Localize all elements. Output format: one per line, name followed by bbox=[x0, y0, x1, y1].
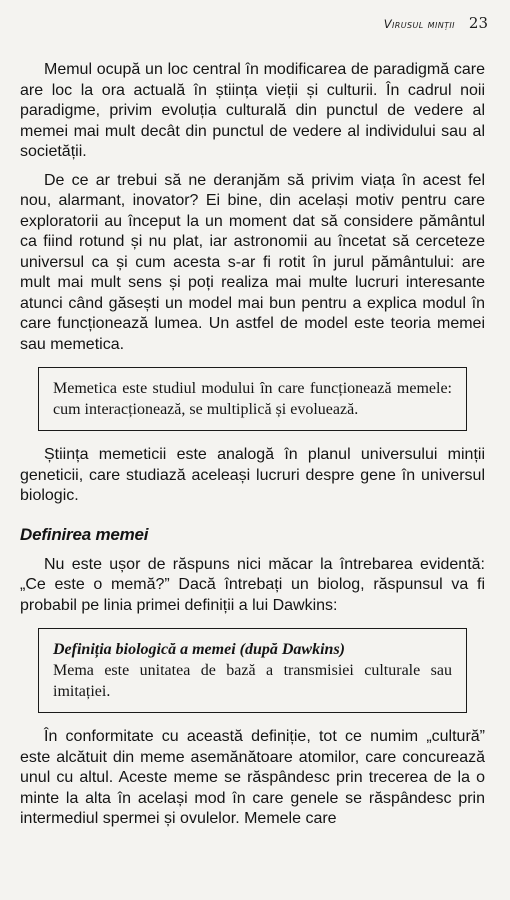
section-heading: Definirea memei bbox=[20, 524, 149, 544]
definition-box-memetics bbox=[38, 367, 467, 431]
paragraph-memetics-analogy: Știința memeticii este analogă în planul universului minții geneticii, care studiază aceleași lucruri despre gene în universul biologic. bbox=[20, 446, 485, 504]
paragraph-why: De ce ar trebui să ne deranjăm să privim viața în acest fel nou, alarmant, inovator? Ei bine, din același motiv pentru care exploratorii au început la un moment dat să considere pământul ca fiind rotund și nu plat, iar astronomii au încetat să cerceteze universul ca și cum acesta s-ar fi rotit în jurul pământului: are mult mai mult sens și poți realiza mai multe lucruri interesante atunci când găsești un model mai bun pentru a explica modul în care funcționează lumea. Un astfel de model este teoria memei sau memetica. bbox=[20, 171, 485, 353]
running-head: Virusul minții bbox=[383, 17, 455, 31]
paragraph-culture: În conformitate cu această definiție, tot ce numim „cultură” este alcătuit din meme asemănătoare atomilor, care concurează unul cu altul. Aceste meme se răspândesc prin trecerea de la o minte la alta în același mod în care genele se răspândesc prin intermediul spermei și ovulelor. Memele care bbox=[20, 728, 485, 827]
paragraph-what-is-meme: Nu este ușor de răspuns nici măcar la întrebarea evidentă: „Ce este o memă?” Dacă întrebați un biolog, răspunsul va fi probabil pe linia primei definiții a lui Dawkins: bbox=[20, 555, 485, 614]
biological-definition-title: Definiția biologică a memei (după Dawkins) bbox=[53, 641, 345, 658]
definition-box-biological bbox=[38, 628, 467, 713]
page-body bbox=[20, 60, 485, 838]
paragraph-intro: Memul ocupă un loc central în modificarea de paradigmă care are loc la ora actuală în știința vieții și culturii. În cadrul noii paradigme, privim evoluția culturală din punctul de vedere al memei mai mult decât din punctul de vedere al individului sau al societății. bbox=[20, 61, 485, 160]
biological-definition-text: Mema este unitatea de bază a transmisiei culturale sau imitației. bbox=[53, 662, 452, 700]
page-header bbox=[384, 14, 488, 32]
page-number: 23 bbox=[468, 14, 488, 32]
memetics-definition-text: Memetica este studiul modului în care funcționează memele: cum interacționează, se multiplică și evoluează. bbox=[53, 380, 452, 418]
